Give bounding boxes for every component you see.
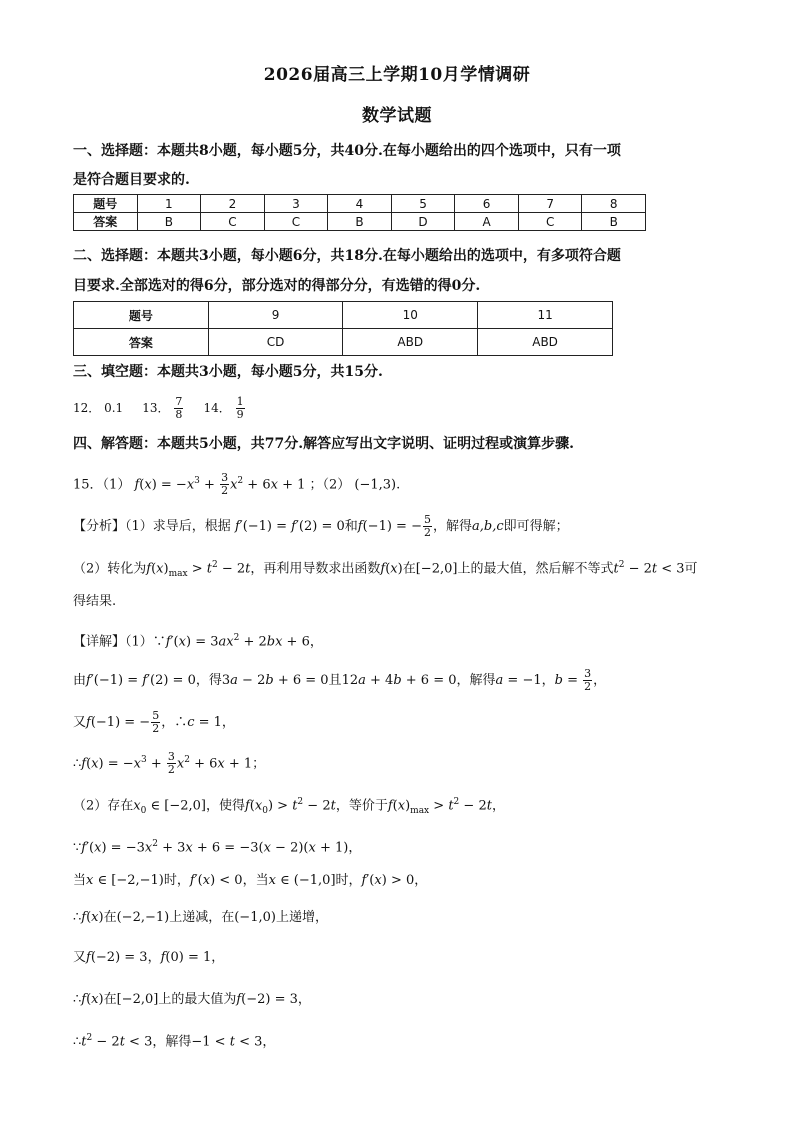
detail-text: （1）∵ <box>125 634 166 650</box>
detail-text: ，∴ <box>161 715 188 730</box>
q15-answer-line: 15．（1） $f(x) = -x^3$ + $\frac{3}{2}$ $x^2 + 6x + 1$ ；（2） (−1,3). <box>73 471 401 498</box>
analysis-line2: （2）转化为$f(x)_{max} > t^2 - 2t$，再利用导数求出函数f(x)在[−2,0]上的最大值，然后解不等式$t^2 - 2t < 3$可 <box>73 560 698 579</box>
exam-title: 2026届高三上学期10月学情调研 <box>263 65 531 85</box>
table-cell: 8 <box>582 195 646 213</box>
q12-label: 12． <box>73 401 101 415</box>
table-cell: C <box>201 213 265 231</box>
analysis-text: （1）求导后，根据 <box>125 519 231 534</box>
q14-fraction <box>236 396 245 421</box>
q14-denominator: 9 <box>236 408 244 421</box>
detail-line3: 又f(−1) = − $\frac{5}{2}$ ，∴c = 1， <box>73 709 235 735</box>
detail-line9: 又f(−2) = 3，f(0) = 1， <box>73 950 225 965</box>
analysis-text: （2）转化为 <box>73 561 147 577</box>
detail-text: ， <box>541 673 555 688</box>
table-cell: C <box>264 213 328 231</box>
detail-text: ，当 <box>242 873 269 888</box>
table-row <box>74 195 646 213</box>
detail-text: 由 <box>73 673 87 688</box>
detail-line4: ∴f(x) = $-x^3$ + $\frac{3}{2}$ $x^2 + 6x + 1$； <box>73 750 266 777</box>
table-cell: 1 <box>137 195 201 213</box>
table-row <box>74 213 646 231</box>
detail-line6: ∵f′(x) = $-3x^2 + 3x + 6 = -3(x - 2)(x + 1)$， <box>73 839 362 856</box>
detail-text: 当 <box>73 873 87 888</box>
q12-answer: 0.1 <box>104 401 124 415</box>
exam-subtitle: 数学试题 <box>362 106 432 126</box>
detail-text: ∴ <box>73 992 82 1007</box>
table-cell: CD <box>208 329 343 356</box>
section2-heading-line1: 二、选择题：本题共3小题，每小题6分，共18分.在每小题给出的选项中，有多项符合题 <box>73 248 621 264</box>
detail-text: ，得 <box>195 673 222 688</box>
q15-interval: (−1,3) <box>354 477 397 493</box>
table-cell: 7 <box>518 195 582 213</box>
analysis-line3: 得结果. <box>73 594 117 609</box>
table-cell: ABD <box>343 329 478 356</box>
detail-text: ，解得 <box>456 673 496 688</box>
detail-text: 在 <box>103 910 117 925</box>
detail-line8: ∴f(x)在(−2,−1)上递减，在(−1,0)上递增， <box>73 910 328 925</box>
q14-numerator: 1 <box>236 395 244 408</box>
detail-text: 时， <box>163 873 190 888</box>
detail-text: 又 <box>73 715 87 730</box>
analysis-text: ，再利用导数求出函数 <box>250 561 381 577</box>
detail-text: 上的最大值为 <box>158 992 237 1007</box>
analysis-text: ，解得 <box>432 519 472 534</box>
detail-line5: （2）存在$x_0$ ∈ [−2,0]，使得$f(x_0) > t^2 - 2t$，等价于$f(x)_{max} > t^2 - 2t$， <box>73 797 505 816</box>
table-row <box>74 329 613 356</box>
detail-line10: ∴f(x)在[−2,0]上的最大值为f(−2) = 3， <box>73 992 311 1007</box>
table-cell: 2 <box>201 195 265 213</box>
table-cell: ABD <box>478 329 613 356</box>
table-cell: 5 <box>391 195 455 213</box>
detail-text: ，解得 <box>152 1034 192 1050</box>
section1-heading-line2: 是符合题目要求的. <box>73 172 190 188</box>
table-cell: 6 <box>455 195 519 213</box>
row-label: 题号 <box>74 195 138 213</box>
q13-denominator: 8 <box>175 408 183 421</box>
table-cell: 4 <box>328 195 392 213</box>
detail-text: ，使得 <box>205 798 245 814</box>
table-cell: D <box>391 213 455 231</box>
detail-label: 【详解】 <box>73 634 126 650</box>
section4-heading: 四、解答题：本题共5小题，共77分.解答应写出文字说明、证明过程或演算步骤. <box>73 436 574 452</box>
q14-label: 14． <box>203 401 231 415</box>
q15-function: f <box>134 477 140 493</box>
q13-fraction <box>174 396 183 421</box>
detail-line7: 当x ∈ [−2,−1)时，f′(x) < 0，当x ∈ (−1,0]时，f′(x) > 0， <box>73 873 428 888</box>
section2-heading-line2: 目要求.全部选对的得6分，部分选对的得部分分，有选错的得0分. <box>73 278 481 294</box>
analysis-text: 即可得解； <box>503 519 569 534</box>
row-label: 答案 <box>74 329 209 356</box>
detail-text: 又 <box>73 950 87 965</box>
detail-text: （2）存在 <box>73 798 134 814</box>
detail-text: 时， <box>335 873 362 888</box>
section3-heading: 三、填空题：本题共3小题，每小题5分，共15分. <box>73 364 383 380</box>
analysis-text: 和 <box>344 519 358 534</box>
analysis-label: 【分析】 <box>73 519 126 534</box>
detail-line2: 由f′(−1) = f′(2) = 0，得3a − 2b + 6 = 0且12a + 4b + 6 = 0，解得a = −1，b = $\frac{3}{2}$ ， <box>73 667 607 693</box>
table-cell: A <box>455 213 519 231</box>
section2-answer-table <box>73 301 613 356</box>
q15-label: 15．（1） <box>73 477 131 493</box>
detail-text: 上递减，在 <box>169 910 235 925</box>
q13-numerator: 7 <box>175 395 183 408</box>
table-cell: C <box>518 213 582 231</box>
section1-heading-line1: 一、选择题：本题共8小题，每小题5分，共40分.在每小题给出的四个选项中，只有一项 <box>73 143 621 159</box>
table-cell: B <box>328 213 392 231</box>
detail-line1: 【详解】（1）∵f′(x) = $3ax^2 + 2bx + 6$， <box>73 633 323 650</box>
table-cell: 11 <box>478 302 613 329</box>
detail-text: 上递增， <box>275 910 328 925</box>
q15-part2-label: ；（2） <box>309 477 351 493</box>
analysis-text: 在 <box>402 561 416 577</box>
row-label: 题号 <box>74 302 209 329</box>
table-cell: 9 <box>208 302 343 329</box>
section1-answer-table <box>73 194 646 231</box>
fill-in-answers <box>73 396 723 421</box>
detail-text: 在 <box>103 992 117 1007</box>
analysis-text: 可 <box>684 561 698 577</box>
row-label: 答案 <box>74 213 138 231</box>
table-row <box>74 302 613 329</box>
table-cell: B <box>137 213 201 231</box>
table-cell: 10 <box>343 302 478 329</box>
analysis-line1: 【分析】（1）求导后，根据 f′(−1) = f′(2) = 0和f(−1) = − $\frac{5}{2}$ ，解得a,b,c即可得解； <box>73 513 569 539</box>
detail-text: 且 <box>328 673 342 688</box>
table-cell: 3 <box>264 195 328 213</box>
detail-text: ∴ <box>73 1034 82 1050</box>
detail-line11: $\therefore t^2 - 2t < 3$，解得−1 < t < 3， <box>73 1033 276 1050</box>
analysis-text: 上的最大值，然后解不等式 <box>457 561 614 577</box>
q13-label: 13． <box>142 401 170 415</box>
detail-text: ，等价于 <box>335 798 388 814</box>
table-cell: B <box>582 213 646 231</box>
detail-text: ∴ <box>73 910 82 925</box>
